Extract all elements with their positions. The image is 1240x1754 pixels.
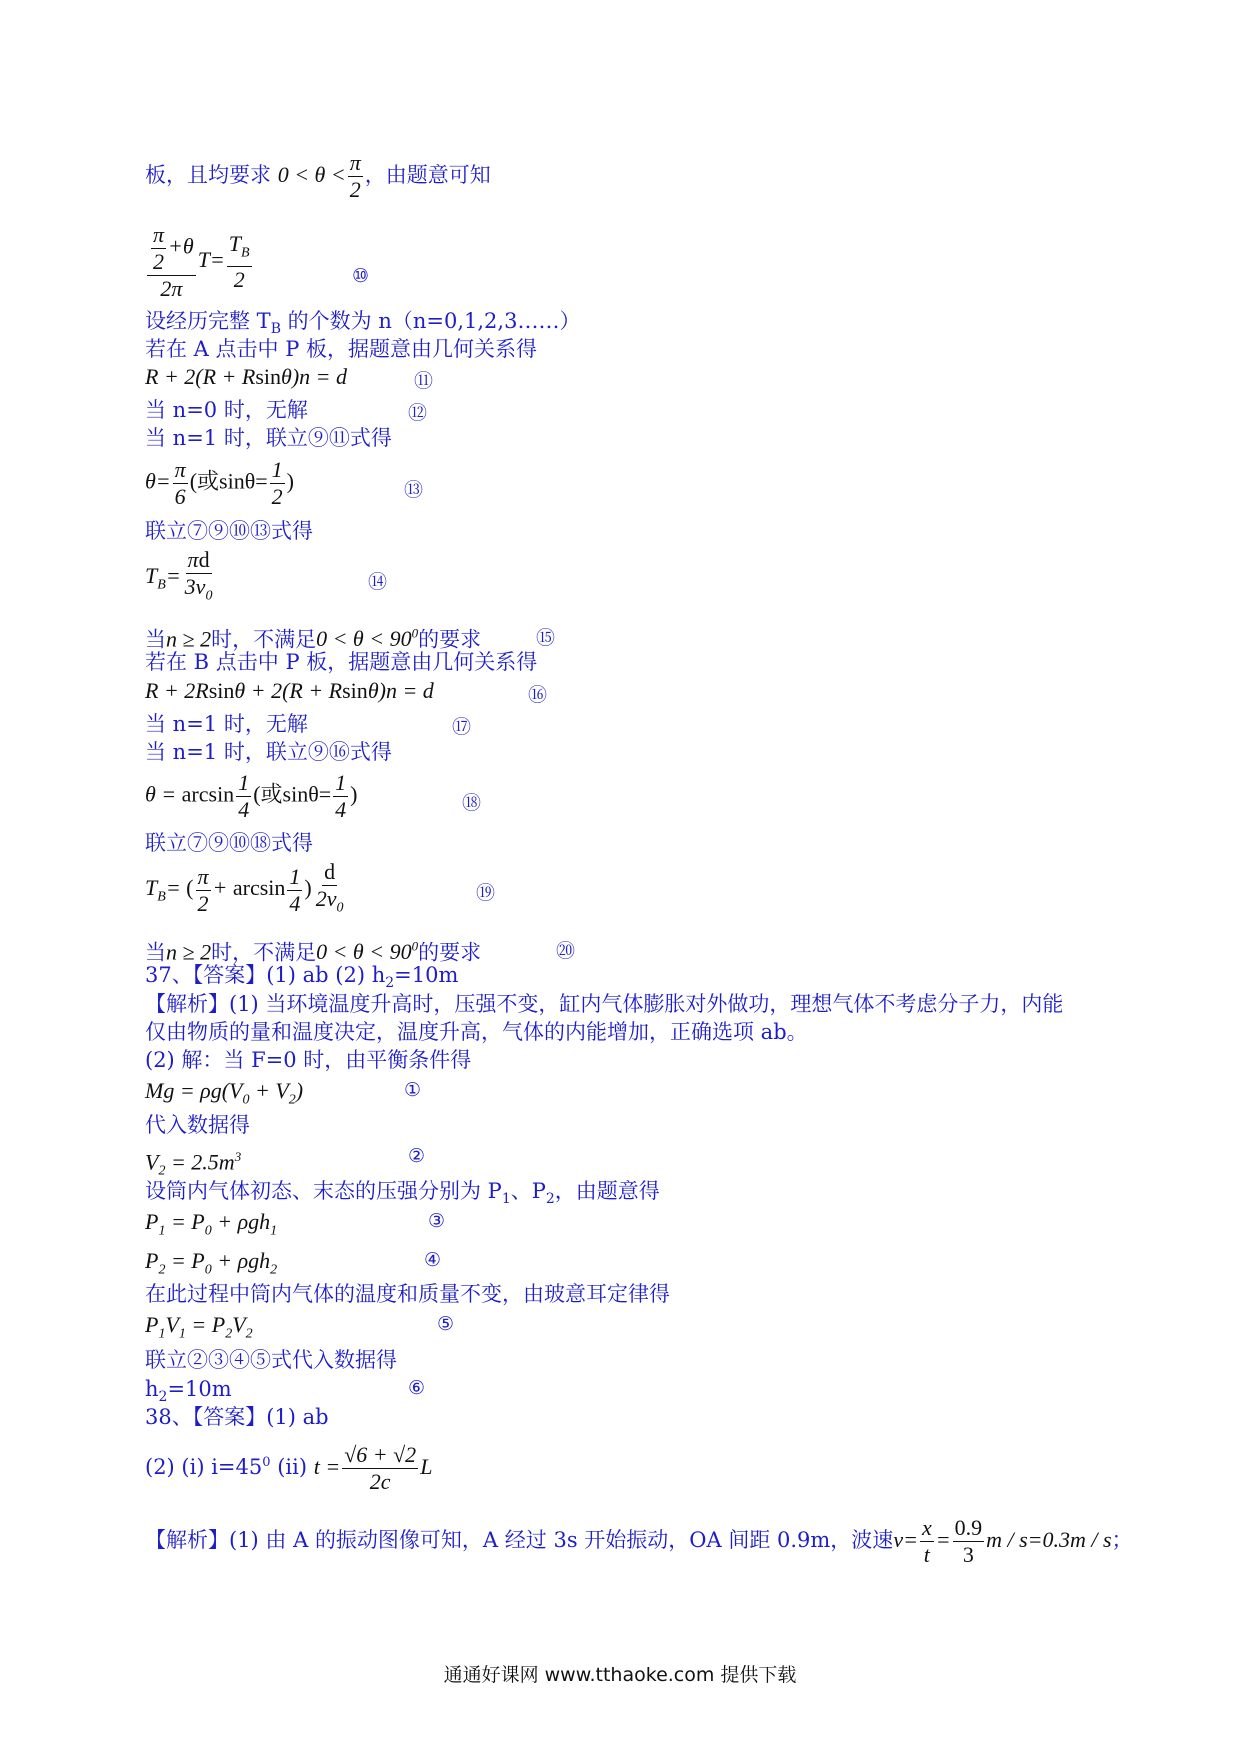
text-line: 联立⑦⑨⑩⑱式得 bbox=[145, 831, 313, 855]
eq-number: ⑳ bbox=[556, 940, 576, 962]
text-line: 当 n=0 时，无解 bbox=[145, 398, 308, 422]
text-line: 若在 B 点击中 P 板，据题意由几何关系得 bbox=[145, 650, 538, 674]
text-line: 若在 A 点击中 P 板，据题意由几何关系得 bbox=[145, 337, 537, 361]
text-line: 板，且均要求 0 < θ < $\frac{\pi}{2}$ ，由题意可知 bbox=[145, 150, 491, 202]
text-line: 设筒内气体初态、末态的压强分别为 $P_1$、$P_2$，由题意得 bbox=[145, 1179, 660, 1208]
eq-number: ⑯ bbox=[528, 684, 548, 706]
equation-3: $P_1 = P_0 + \rho gh_1$ bbox=[145, 1209, 278, 1239]
equation-11: R + 2(R + Rsinθ)n = d bbox=[145, 364, 348, 389]
text-line: 联立②③④⑤式代入数据得 bbox=[145, 1348, 397, 1372]
text-line: 代入数据得 bbox=[145, 1113, 250, 1137]
equation-18: θ = arcsin $\frac{1}{4}$ (或sinθ= $\frac{1}{4}$ ) bbox=[145, 770, 358, 822]
q38-analysis-1: 【解析】(1) 由 A 的振动图像可知，A 经过 3s 开始振动，OA 间距 0.9m，波速v= $\frac{x}{t}$ = $\frac{0.9}{3}$ m / s=0.3m / s； bbox=[145, 1515, 1133, 1567]
equation-19: $T_B=$ ( $\frac{\pi}{2}$ + arcsin $\frac{1}{4}$ ) $\frac{d}{2v_0}$ bbox=[145, 859, 344, 916]
text-line: $h_2=10m$ bbox=[145, 1377, 232, 1406]
eq-number: ③ bbox=[428, 1210, 446, 1232]
q38-answer: 38、【答案】(1) ab bbox=[145, 1405, 329, 1429]
eq-number: ④ bbox=[424, 1249, 442, 1271]
text-line: 设经历完整 $T_B$ 的个数为 n（n=0,1,2,3……） bbox=[145, 309, 581, 338]
eq-number: ⑤ bbox=[437, 1313, 455, 1335]
equation-13: θ= $\frac{\pi}{6}$ (或sinθ= $\frac{1}{2}$ ) bbox=[145, 457, 294, 509]
eq-number: ⑭ bbox=[368, 571, 388, 593]
eq-number: ⑪ bbox=[414, 370, 434, 392]
equation-4: $P_2 = P_0 + \rho gh_2$ bbox=[145, 1248, 278, 1278]
equation-14: $T_B=$ $\frac{\pi d}{3v_0}$ bbox=[145, 547, 213, 604]
equation-16: R + 2Rsinθ + 2(R + Rsinθ)n = d bbox=[145, 678, 434, 703]
q38-answer-2: (2) (i) $i=45^0$ (ii) t = $\frac{√6 + √2}{2c}$ L bbox=[145, 1442, 433, 1494]
eq-number: ① bbox=[404, 1079, 422, 1101]
eq-number: ② bbox=[408, 1145, 426, 1167]
equation-1: $Mg = \rho g(V_0 + V_2)$ bbox=[145, 1078, 304, 1108]
eq-number: ⑰ bbox=[452, 716, 472, 738]
text-line: 当 n=1 时，无解 bbox=[145, 712, 308, 736]
equation-10: $\frac{\pi}{2}$ +θ 2π T= $\frac{T_B}{2}$ bbox=[145, 222, 254, 302]
eq-number: ⑥ bbox=[408, 1377, 426, 1399]
eq-number: ⑲ bbox=[476, 882, 496, 904]
q37-analysis-1: 【解析】(1) 当环境温度升高时，压强不变，缸内气体膨胀对外做功，理想气体不考虑分子力，内能 bbox=[145, 992, 1064, 1016]
equation-2: $V_2 = 2.5m^3$ bbox=[145, 1149, 242, 1179]
text-line: 当n ≥ 2时，不满足$0 < \theta < 90^0$的要求 bbox=[145, 939, 482, 965]
eq-number: ⑬ bbox=[404, 479, 424, 501]
page-footer: 通通好课网 www.tthaoke.com 提供下载 bbox=[443, 1664, 797, 1686]
text-line: 当 n=1 时，联立⑨⑪式得 bbox=[145, 426, 392, 450]
q37-analysis-3: (2) 解：当 F=0 时，由平衡条件得 bbox=[145, 1048, 472, 1072]
eq-number: ⑱ bbox=[462, 792, 482, 814]
text-line: 当 n=1 时，联立⑨⑯式得 bbox=[145, 740, 392, 764]
eq-number: ⑩ bbox=[352, 265, 370, 287]
q37-analysis-2: 仅由物质的量和温度决定，温度升高，气体的内能增加，正确选项 ab。 bbox=[145, 1020, 808, 1044]
text-line: 当n ≥ 2时，不满足$0 < \theta < 90^0$的要求 bbox=[145, 626, 482, 652]
text-line: 在此过程中筒内气体的温度和质量不变，由玻意耳定律得 bbox=[145, 1282, 670, 1306]
equation-5: $P_1V_1 = P_2V_2$ bbox=[145, 1312, 253, 1342]
eq-number: ⑮ bbox=[536, 627, 556, 649]
eq-number: ⑫ bbox=[408, 402, 428, 424]
text-line: 联立⑦⑨⑩⑬式得 bbox=[145, 519, 313, 543]
q37-answer: 37、【答案】(1) ab (2) $h_2=10m$ bbox=[145, 963, 459, 992]
